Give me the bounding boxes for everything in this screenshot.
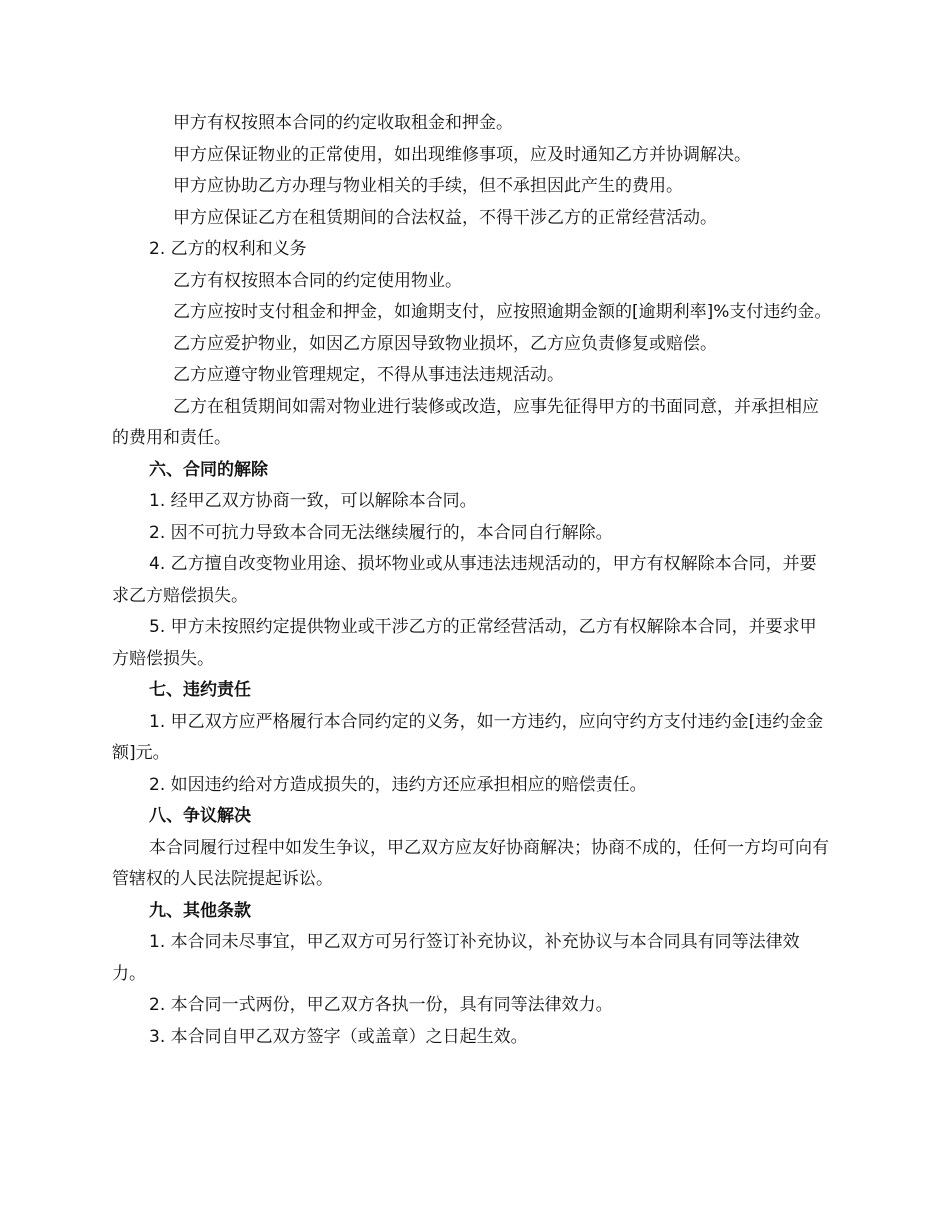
list-item: 2. 如因违约给对方造成损失的，违约方还应承担相应的赔偿责任。 xyxy=(149,774,647,795)
list-item: 2. 因不可抗力导致本合同无法继续履行的，本合同自行解除。 xyxy=(149,522,613,543)
document-body xyxy=(112,108,832,1053)
section-heading-liability: 七、违约责任 xyxy=(149,680,251,700)
paragraph: 乙方有权按照本合同的约定使用物业。 xyxy=(173,270,462,291)
list-item: 1. 甲乙双方应严格履行本合同约定的义务，如一方违约，应向守约方支付违约金[违约金金额]元。 xyxy=(112,711,824,763)
paragraph: 乙方应遵守物业管理规定，不得从事违法违规活动。 xyxy=(173,365,564,385)
paragraph: 甲方应协助乙方办理与物业相关的手续，但不承担因此产生的费用。 xyxy=(173,176,683,196)
paragraph: 甲方有权按照本合同的约定收取租金和押金。 xyxy=(173,113,513,133)
section-heading-dispute: 八、争议解决 xyxy=(149,806,251,826)
list-item: 1. 本合同未尽事宜，甲乙双方可另行签订补充协议，补充协议与本合同具有同等法律效力。 xyxy=(112,932,800,984)
section-heading-termination: 六、合同的解除 xyxy=(149,459,268,480)
list-item: 4. 乙方擅自改变物业用途、损坏物业或从事违法违规活动的，甲方有权解除本合同，并要求乙方赔偿损失。 xyxy=(112,554,817,606)
paragraph: 本合同履行过程中如发生争议，甲乙双方应友好协商解决；协商不成的，任何一方均可向有管辖权的人民法院提起诉讼。 xyxy=(112,837,829,889)
paragraph: 乙方在租赁期间如需对物业进行装修或改造，应事先征得甲方的书面同意，并承担相应的费用和责任。 xyxy=(112,396,819,448)
list-item: 5. 甲方未按照约定提供物业或干涉乙方的正常经营活动，乙方有权解除本合同，并要求甲方赔偿损失。 xyxy=(112,617,817,669)
paragraph: 甲方应保证物业的正常使用，如出现维修事项，应及时通知乙方并协调解决。 xyxy=(173,144,751,165)
paragraph: 甲方应保证乙方在租赁期间的合法权益，不得干涉乙方的正常经营活动。 xyxy=(173,207,717,228)
section-heading-other-terms: 九、其他条款 xyxy=(149,900,251,921)
list-item: 3. 本合同自甲乙双方签字（或盖章）之日起生效。 xyxy=(149,1026,528,1047)
list-item: 1. 经甲乙双方协商一致，可以解除本合同。 xyxy=(149,491,477,511)
list-item: 2. 本合同一式两份，甲乙双方各执一份，具有同等法律效力。 xyxy=(149,995,613,1015)
subsection-title: 2. 乙方的权利和义务 xyxy=(149,239,307,259)
paragraph: 乙方应爱护物业，如因乙方原因导致物业损坏，乙方应负责修复或赔偿。 xyxy=(173,333,717,354)
paragraph: 乙方应按时支付租金和押金，如逾期支付，应按照逾期金额的[逾期利率]%支付违约金。 xyxy=(173,302,832,322)
